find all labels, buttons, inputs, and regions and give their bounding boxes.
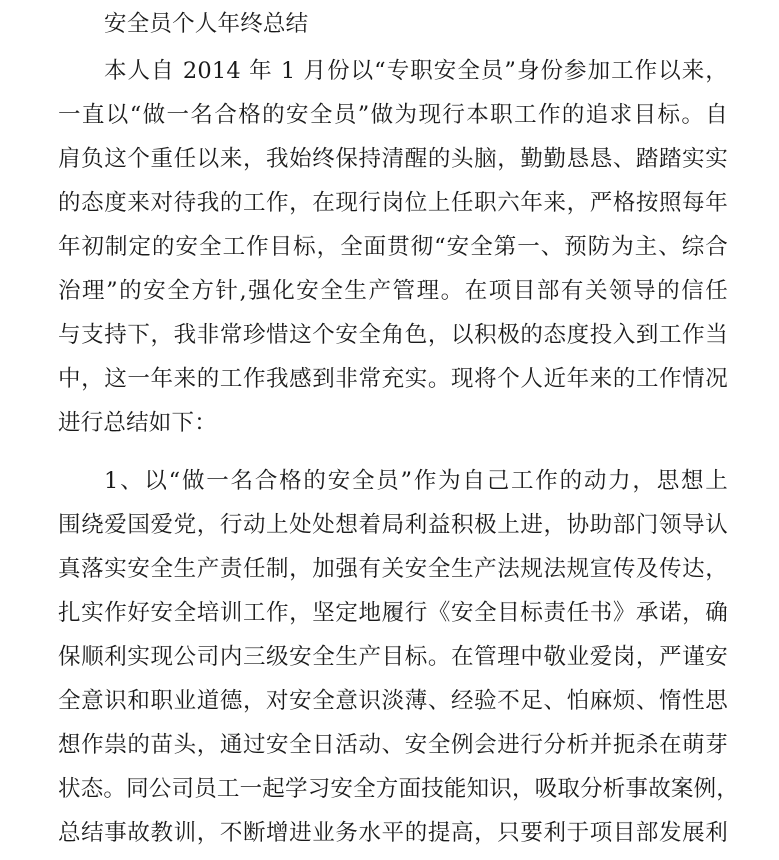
paragraph-1-line-3: 肩负这个重任以来，我始终保持清醒的头脑，勤勤恳恳、踏踏实实 <box>58 146 728 172</box>
paragraph-2-line-5: 保顺利实现公司内三级安全生产目标。在管理中敬业爱岗，严谨安 <box>58 644 728 670</box>
paragraph-1-line-9: 进行总结如下： <box>58 410 217 436</box>
paragraph-1-line-5: 年初制定的安全工作目标，全面贯彻“安全第一、预防为主、综合 <box>58 234 728 260</box>
paragraph-1-line-6: 治理”的安全方针,强化安全生产管理。在项目部有关领导的信任 <box>58 278 728 304</box>
paragraph-2-line-2: 围绕爱国爱党，行动上处处想着局利益积极上进，协助部门领导认 <box>58 512 728 538</box>
paragraph-2-line-4: 扎实作好安全培训工作，坚定地履行《安全目标责任书》承诺，确 <box>58 600 728 626</box>
paragraph-1-line-1: 本人自 2014 年 1 月份以“专职安全员”身份参加工作以来， <box>104 58 728 84</box>
paragraph-1-line-2: 一直以“做一名合格的安全员”做为现行本职工作的追求目标。自 <box>58 102 728 128</box>
paragraph-1-line-8: 中，这一年来的工作我感到非常充实。现将个人近年来的工作情况 <box>58 366 728 392</box>
paragraph-2-line-9: 总结事故教训，不断增进业务水平的提高，只要利于项目部发展利 <box>58 820 728 846</box>
paragraph-2-line-3: 真落实安全生产责任制，加强有关安全生产法规法规宣传及传达， <box>58 556 728 582</box>
paragraph-2-line-6: 全意识和职业道德，对安全意识淡薄、经验不足、怕麻烦、惰性思 <box>58 688 728 714</box>
paragraph-1-line-4: 的态度来对待我的工作，在现行岗位上任职六年来，严格按照每年 <box>58 190 728 216</box>
paragraph-2-line-8: 状态。同公司员工一起学习安全方面技能知识，吸取分析事故案例， <box>58 776 740 802</box>
paragraph-1-line-7: 与支持下，我非常珍惜这个安全角色，以积极的态度投入到工作当 <box>58 322 728 348</box>
paragraph-2-line-7: 想作祟的苗头，通过安全日活动、安全例会进行分析并扼杀在萌芽 <box>58 732 728 758</box>
paragraph-2-line-1: 1、以“做一名合格的安全员”作为自己工作的动力，思想上 <box>104 468 728 494</box>
document-title: 安全员个人年终总结 <box>104 11 309 37</box>
